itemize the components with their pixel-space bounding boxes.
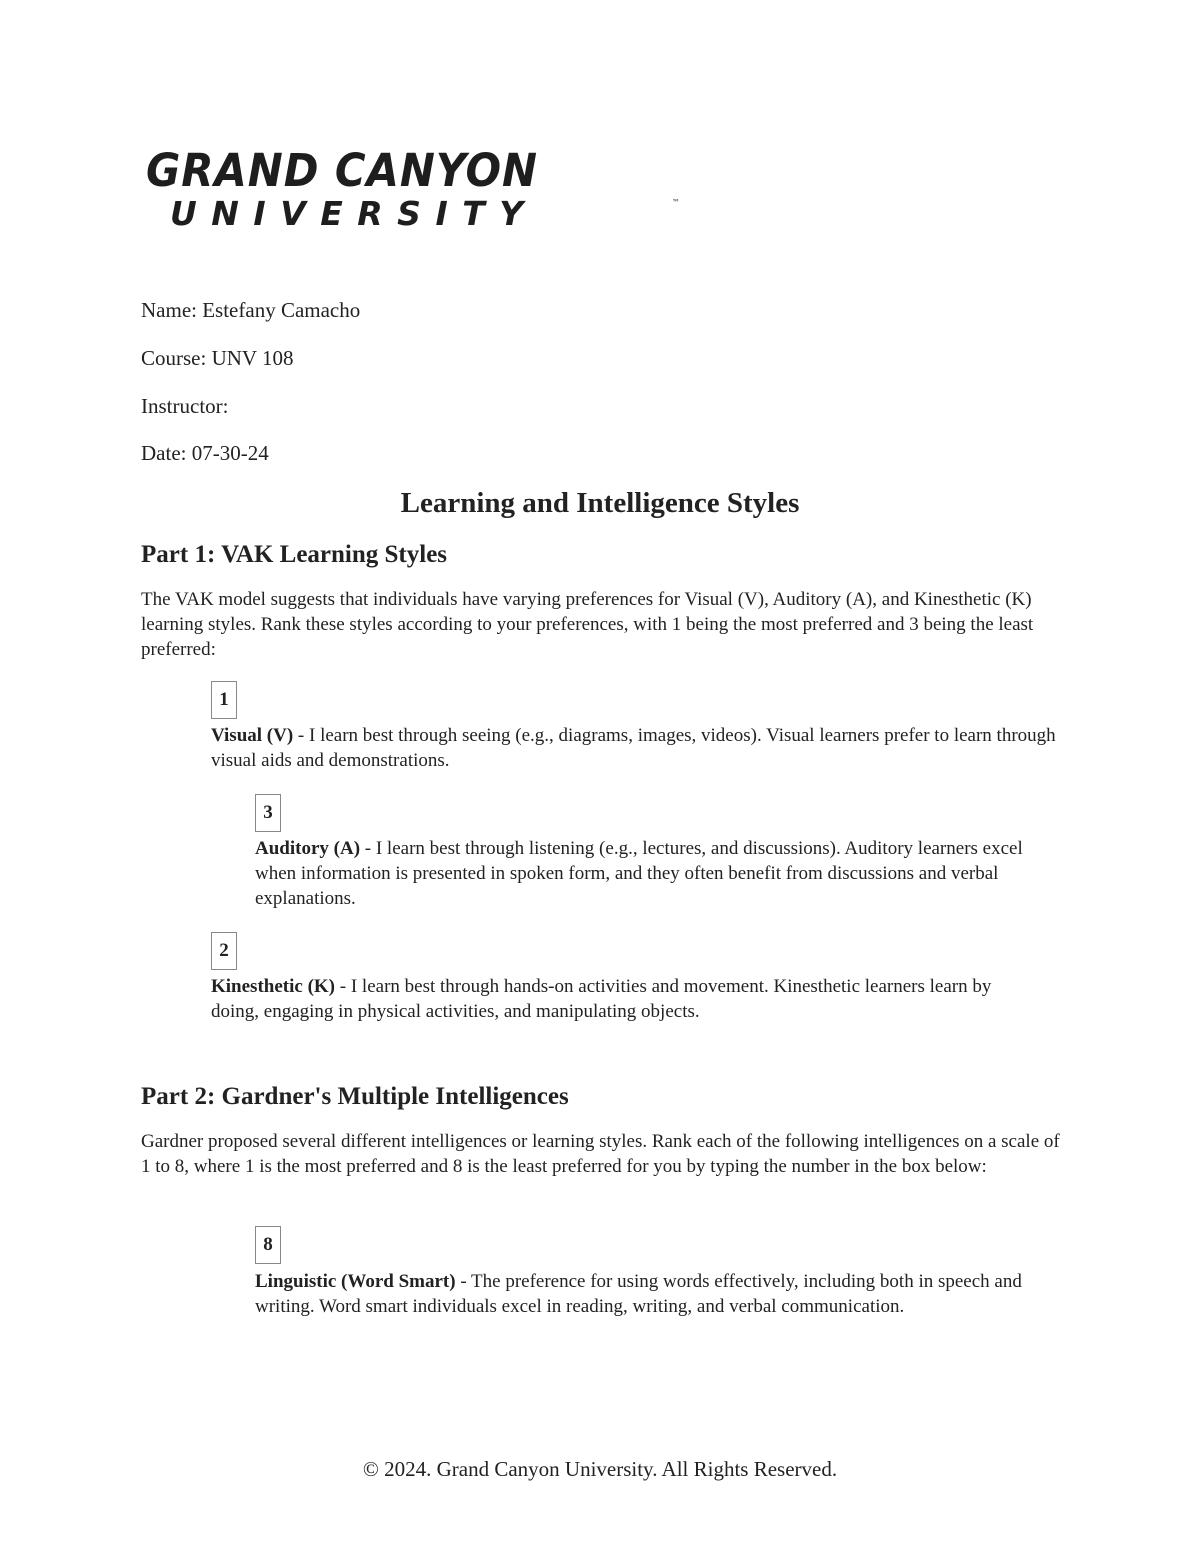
date: Date: 07-30-24 (141, 441, 269, 465)
linguistic-description (255, 1269, 1055, 1319)
course: Course: UNV 108 (141, 346, 294, 370)
part2-heading: Part 2: Gardner's Multiple Intelligences (141, 1083, 569, 1110)
kinesthetic-rank-box[interactable] (211, 932, 237, 970)
linguistic-text: - The preference for using words effectively, including both in speech and writing. Word smart individuals excel in reading, writing, and verbal communication. (255, 1271, 1022, 1317)
visual-text: - I learn best through seeing (e.g., diagrams, images, videos). Visual learners prefer to learn through visual aids and demonstrations. (211, 725, 1056, 771)
linguistic-rank-box[interactable] (255, 1226, 281, 1264)
visual-label: Visual (V) (211, 725, 294, 746)
logo-line-2: UNIVERSITY (170, 194, 538, 233)
visual-description (211, 723, 1061, 773)
auditory-text: - I learn best through listening (e.g., lectures, and discussions). Auditory learners excel when information is presented in spoken form, and they often benefit from discussions and verbal explanations. (255, 838, 1023, 909)
part1-intro: The VAK model suggests that individuals have varying preferences for Visual (V), Auditory (A), and Kinesthetic (K) learning styles. Rank these styles according to your preferences, with 1 being the most preferred and 3 being the least preferred: (141, 589, 1034, 660)
kinesthetic-label: Kinesthetic (K) (211, 976, 336, 997)
kinesthetic-text: - I learn best through hands-on activities and movement. Kinesthetic learners learn by doing, engaging in physical activities, and manipulating objects. (211, 976, 992, 1022)
logo-line-1: GRAND CANYON (146, 144, 539, 197)
auditory-rank-value: 3 (263, 802, 273, 823)
university-logo (146, 144, 680, 236)
visual-rank-value: 1 (219, 689, 229, 710)
part2-intro: Gardner proposed several different intelligences or learning styles. Rank each of the following intelligences on a scale of 1 to 8, where 1 is the most preferred and 8 is the least preferred for you by typing the number in the box below: (141, 1131, 1060, 1177)
student-name: Name: Estefany Camacho (141, 298, 361, 322)
linguistic-label: Linguistic (Word Smart) (255, 1271, 456, 1292)
auditory-label: Auditory (A) (255, 838, 361, 859)
footer-copyright: © 2024. Grand Canyon University. All Rights Reserved. (362, 1457, 838, 1481)
logo-trademark: ™ (672, 198, 680, 207)
kinesthetic-description (211, 974, 1041, 1024)
linguistic-rank-value: 8 (263, 1234, 273, 1255)
part1-heading: Part 1: VAK Learning Styles (141, 541, 448, 568)
auditory-rank-box[interactable] (255, 794, 281, 832)
visual-rank-box[interactable] (211, 681, 237, 719)
kinesthetic-rank-value: 2 (219, 940, 229, 961)
auditory-description (255, 836, 1045, 911)
instructor: Instructor: (141, 394, 229, 418)
page-title: Learning and Intelligence Styles (400, 487, 800, 519)
